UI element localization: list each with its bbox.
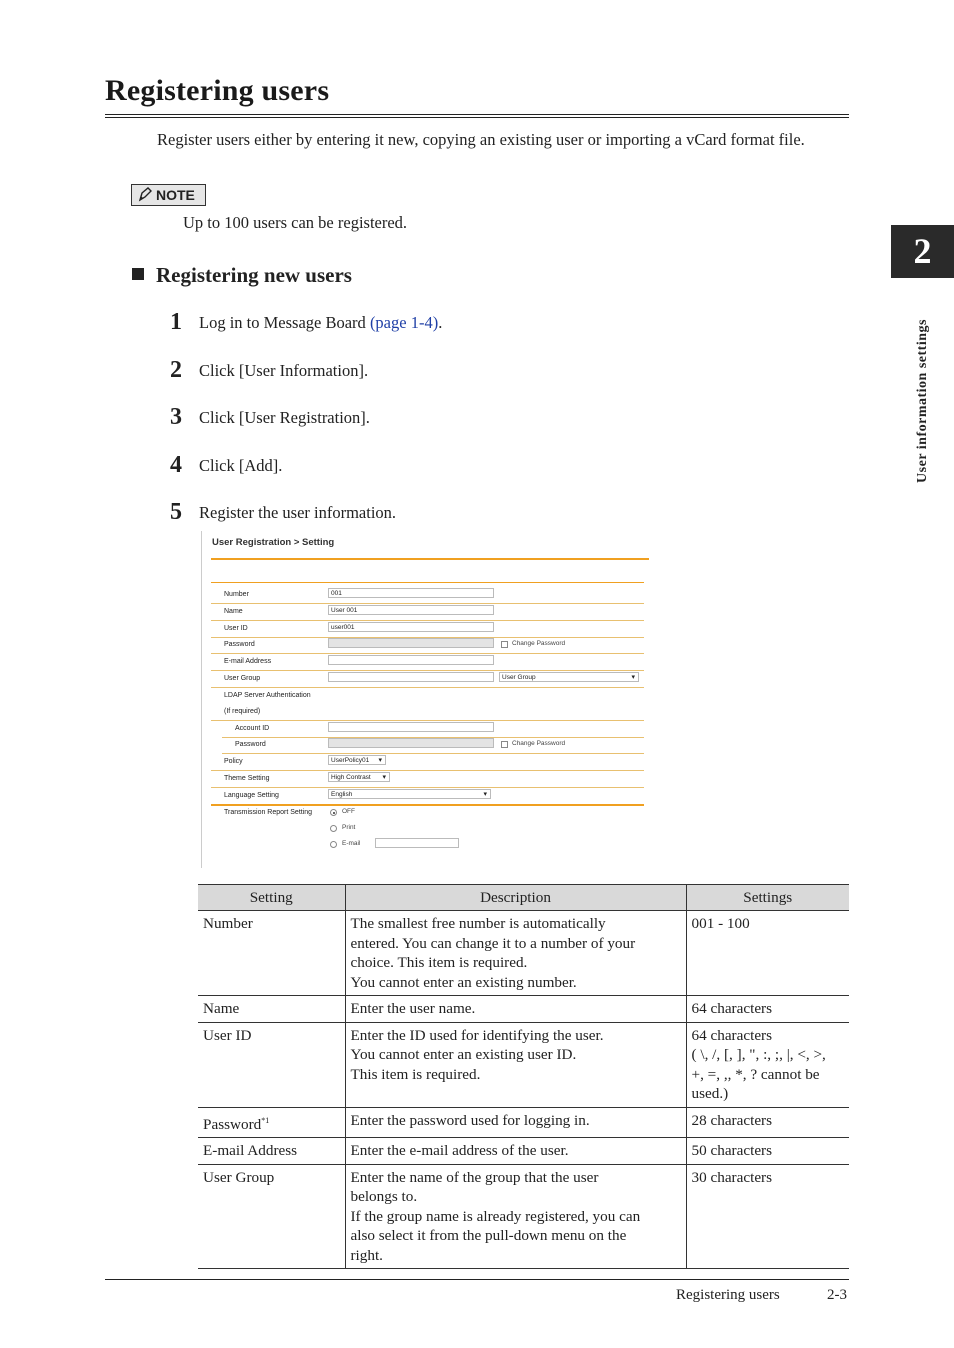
- description-cell: [345, 911, 686, 996]
- step-text: Register the user information.: [199, 503, 397, 522]
- description-line: Enter the password used for logging in.: [350, 1111, 590, 1129]
- settings-line: 30 characters: [691, 1168, 773, 1186]
- intro-text: Register users either by entering it new, copying an existing user or importing a vCard format file.: [157, 130, 805, 149]
- report-off-label: OFF: [342, 808, 355, 815]
- ldap-label: LDAP Server Authentication: [224, 692, 311, 699]
- description-cell: [345, 1138, 686, 1165]
- setting-cell: [198, 1107, 345, 1138]
- step-text: Click [Add].: [199, 456, 283, 475]
- step-text: [199, 313, 442, 333]
- description-line: Enter the e-mail address of the user.: [350, 1142, 569, 1160]
- table-row: [198, 996, 849, 1023]
- settings-table: [198, 884, 849, 1269]
- description-line: right.: [350, 1246, 383, 1264]
- setting-name: Number: [203, 915, 253, 932]
- ldap-password-label: Password: [235, 741, 266, 748]
- setting-name: User Group: [203, 1168, 275, 1186]
- policy-label: Policy: [224, 758, 243, 765]
- description-line: choice. This item is required.: [350, 954, 528, 971]
- number-label: Number: [224, 591, 249, 598]
- ldap-row: [211, 687, 644, 704]
- number-field[interactable]: 001: [328, 588, 494, 598]
- setting-name: User ID: [203, 1026, 252, 1044]
- note-label: NOTE: [156, 187, 195, 203]
- description-line: entered. You can change it to a number of your: [350, 934, 636, 952]
- userid-row: [211, 620, 644, 638]
- userid-label: User ID: [224, 625, 248, 632]
- table-header-row: [198, 885, 849, 911]
- settings-cell: [686, 996, 849, 1023]
- description-line: You cannot enter an existing number.: [350, 973, 577, 991]
- language-row: [211, 787, 644, 806]
- description-cell: [345, 1164, 686, 1269]
- report-email-field[interactable]: [375, 838, 459, 848]
- orange-rule: [211, 558, 649, 560]
- settings-cell: [686, 1107, 849, 1138]
- settings-line: 28 characters: [691, 1111, 773, 1129]
- step-text-end: .: [438, 313, 443, 332]
- setting-cell: [198, 996, 345, 1023]
- settings-line: +, =, ,, *, ? cannot be: [691, 1065, 820, 1083]
- ldap-change-password-label: Change Password: [512, 740, 566, 747]
- name-field[interactable]: User 001: [328, 605, 494, 615]
- group-label: User Group: [224, 675, 261, 682]
- email-row: [211, 653, 644, 671]
- chapter-tab: 2: [891, 225, 954, 278]
- ifrequired-label: (If required): [224, 708, 261, 715]
- report-row: [211, 804, 644, 854]
- report-off-radio[interactable]: [330, 809, 337, 816]
- page-number: 2-3: [827, 1287, 847, 1303]
- number-row: [211, 586, 644, 604]
- report-email-radio[interactable]: [330, 841, 337, 848]
- table-row: [198, 1138, 849, 1165]
- column-header: Settings: [686, 885, 849, 911]
- description-line: belongs to.: [350, 1188, 418, 1206]
- description-line: The smallest free number is automatically: [350, 915, 606, 932]
- page-title: Registering users: [105, 74, 330, 107]
- ldap-password-row: [222, 736, 644, 754]
- section-heading-text: Registering new users: [156, 263, 352, 287]
- userid-field[interactable]: user001: [328, 622, 494, 632]
- setting-cell: [198, 1138, 345, 1165]
- password-label: Password: [224, 641, 255, 648]
- table-row: [198, 1022, 849, 1107]
- report-print-label: Print: [342, 824, 356, 831]
- orange-rule: [211, 582, 644, 583]
- settings-cell: [686, 1164, 849, 1269]
- description-line: Enter the ID used for identifying the user.: [350, 1026, 604, 1044]
- theme-label: Theme Setting: [224, 775, 270, 782]
- setting-name: E-mail Address: [203, 1142, 298, 1160]
- setting-name: Password: [203, 1115, 262, 1133]
- table-row: [198, 1107, 849, 1138]
- step-text-main: Log in to Message Board: [199, 313, 370, 332]
- note-text: Up to 100 users can be registered.: [183, 213, 408, 232]
- ldap-change-password-checkbox[interactable]: [501, 741, 508, 748]
- step-number: 4: [170, 452, 182, 478]
- setting-name: Name: [203, 1000, 240, 1017]
- table-row: [198, 1164, 849, 1269]
- policy-select[interactable]: UserPolicy01 ▾: [328, 755, 386, 765]
- side-label-text: User information settings: [915, 319, 930, 483]
- step-text: Click [User Information].: [199, 361, 369, 380]
- change-password-checkbox[interactable]: [501, 641, 508, 648]
- setting-cell: [198, 1022, 345, 1107]
- report-email-label: E-mail: [342, 840, 361, 847]
- email-label: E-mail Address: [224, 658, 272, 665]
- footnote-marker: *1: [261, 1115, 270, 1125]
- description-cell: [345, 996, 686, 1023]
- report-print-radio[interactable]: [330, 825, 337, 832]
- settings-line: 64 characters: [691, 1000, 773, 1017]
- description-line: also select it from the pull-down menu on the: [350, 1227, 627, 1245]
- settings-cell: [686, 1022, 849, 1107]
- description-line: You cannot enter an existing user ID.: [350, 1046, 577, 1063]
- footer-title: Registering users: [676, 1287, 780, 1303]
- column-header: Description: [345, 885, 686, 911]
- account-field[interactable]: [328, 722, 494, 732]
- name-label: Name: [224, 608, 243, 615]
- pencil-icon: [137, 187, 153, 203]
- footer-rule: [105, 1279, 849, 1280]
- step-number: 3: [170, 404, 182, 430]
- language-select[interactable]: English ▾: [328, 789, 491, 799]
- report-label: Transmission Report Setting: [224, 809, 313, 816]
- group-field[interactable]: [328, 672, 494, 682]
- settings-line: 64 characters: [691, 1026, 773, 1044]
- step-number: 1: [170, 309, 182, 335]
- section-heading: [132, 263, 352, 288]
- settings-line: 001 - 100: [691, 915, 750, 932]
- name-row: [211, 603, 644, 621]
- description-cell: [345, 1022, 686, 1107]
- account-label: Account ID: [235, 725, 270, 732]
- group-row: [211, 670, 644, 688]
- description-line: Enter the user name.: [350, 1000, 476, 1017]
- description-line: If the group name is already registered, you can: [350, 1207, 641, 1225]
- step-number: 2: [170, 357, 182, 383]
- title-rule: [105, 114, 849, 115]
- password-field[interactable]: [328, 638, 494, 648]
- screenshot-title: User Registration > Setting: [212, 537, 335, 548]
- settings-line: used.): [691, 1085, 729, 1102]
- change-password-label: Change Password: [512, 640, 566, 647]
- description-line: This item is required.: [350, 1065, 481, 1083]
- user-registration-screenshot: [201, 531, 652, 868]
- policy-row: [211, 753, 644, 771]
- side-label: [903, 290, 943, 512]
- square-bullet-icon: [132, 268, 144, 280]
- settings-cell: [686, 1138, 849, 1165]
- settings-line: 50 characters: [691, 1142, 773, 1160]
- setting-cell: [198, 911, 345, 996]
- step-number: 5: [170, 499, 182, 525]
- ifrequired-row: [211, 703, 644, 721]
- settings-line: ( \, /, [, ], ", :, ;, |, <, >,: [691, 1046, 826, 1063]
- title-rule: [105, 117, 849, 118]
- email-field[interactable]: [328, 655, 494, 665]
- table-row: [198, 911, 849, 996]
- theme-row: [211, 770, 644, 788]
- note-badge: [131, 184, 206, 206]
- description-cell: [345, 1107, 686, 1138]
- language-label: Language Setting: [224, 792, 279, 799]
- column-header: Setting: [198, 885, 345, 911]
- theme-select[interactable]: High Contrast ▾: [328, 772, 390, 782]
- setting-cell: [198, 1164, 345, 1269]
- settings-cell: [686, 911, 849, 996]
- page-link[interactable]: (page 1-4): [369, 313, 439, 332]
- account-row: [222, 720, 644, 738]
- ldap-password-field[interactable]: [328, 738, 494, 748]
- description-line: Enter the name of the group that the user: [350, 1168, 599, 1186]
- step-text: Click [User Registration].: [199, 408, 370, 427]
- password-row: [211, 636, 644, 654]
- user-group-select[interactable]: User Group ▾: [499, 672, 639, 682]
